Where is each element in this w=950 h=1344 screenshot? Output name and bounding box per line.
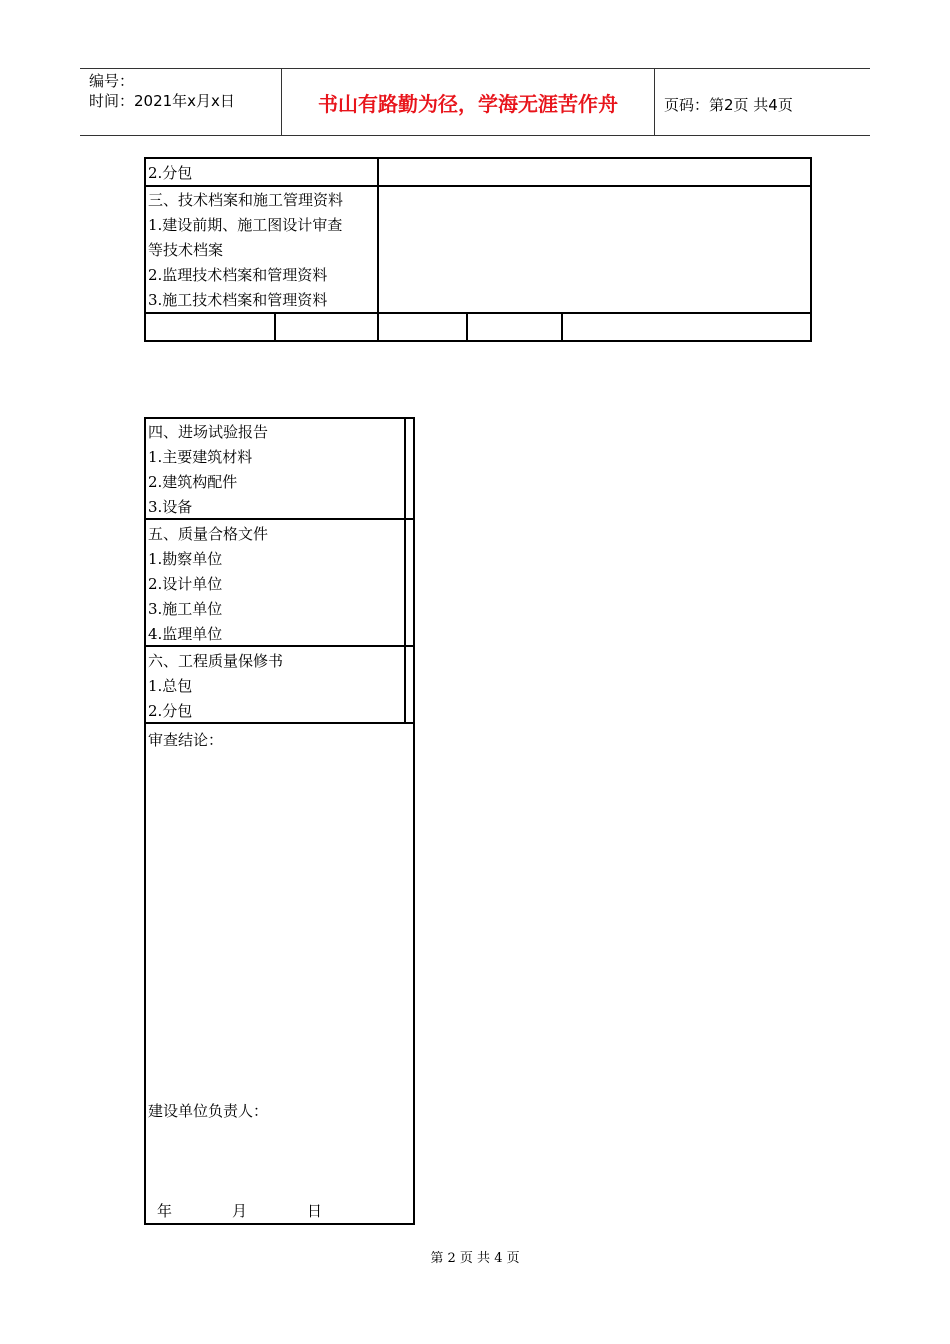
column-divider xyxy=(274,314,276,340)
header-motto: 书山有路勤为径，学海无涯苦作舟 xyxy=(318,92,618,116)
list-item: 1.建设前期、施工图设计审查 xyxy=(148,216,343,234)
section6-title: 六、工程质量保修书 xyxy=(148,652,284,670)
section4-block xyxy=(148,420,268,520)
column-divider xyxy=(404,419,406,722)
list-item: 1.勘察单位 xyxy=(148,550,223,568)
section4-title: 四、进场试验报告 xyxy=(148,423,269,441)
section3-block xyxy=(148,188,343,313)
conclusion-label: 审查结论： xyxy=(148,731,224,749)
list-item: 2.监理技术档案和管理资料 xyxy=(148,266,328,284)
list-item: 3.施工技术档案和管理资料 xyxy=(148,291,328,309)
header-bottom-rule xyxy=(80,135,870,136)
date-year-label: 年 xyxy=(157,1202,173,1220)
list-item: 4.监理单位 xyxy=(148,625,223,643)
section5-block xyxy=(148,522,268,647)
list-item: 1.总包 xyxy=(148,677,193,695)
page-info: 页码：第2页 共4页 xyxy=(664,96,793,114)
section3-title: 三、技术档案和施工管理资料 xyxy=(148,191,344,209)
serial-label: 编号： xyxy=(89,72,135,90)
section5-title: 五、质量合格文件 xyxy=(148,525,269,543)
list-item: 1.主要建筑材料 xyxy=(148,448,253,466)
header-divider xyxy=(654,68,655,136)
date-month-label: 月 xyxy=(232,1202,248,1220)
header-top-rule xyxy=(80,68,870,69)
time-label: 时间：2021年x月x日 xyxy=(89,92,235,110)
row-fenbao-label: 2.分包 xyxy=(148,164,193,182)
list-item: 2.分包 xyxy=(148,702,193,720)
list-item: 2.设计单位 xyxy=(148,575,223,593)
column-divider xyxy=(466,314,468,340)
page-footer: 第 2 页 共 4 页 xyxy=(430,1251,520,1266)
section6-block xyxy=(148,649,283,724)
date-day-label: 日 xyxy=(307,1202,323,1220)
list-item: 等技术档案 xyxy=(148,241,224,259)
responsible-label: 建设单位负责人： xyxy=(148,1102,269,1120)
list-item: 2.建筑构配件 xyxy=(148,473,238,491)
row-divider xyxy=(146,185,810,187)
list-item: 3.施工单位 xyxy=(148,600,223,618)
list-item: 3.设备 xyxy=(148,498,193,516)
column-divider xyxy=(561,314,563,340)
column-divider xyxy=(377,159,379,340)
